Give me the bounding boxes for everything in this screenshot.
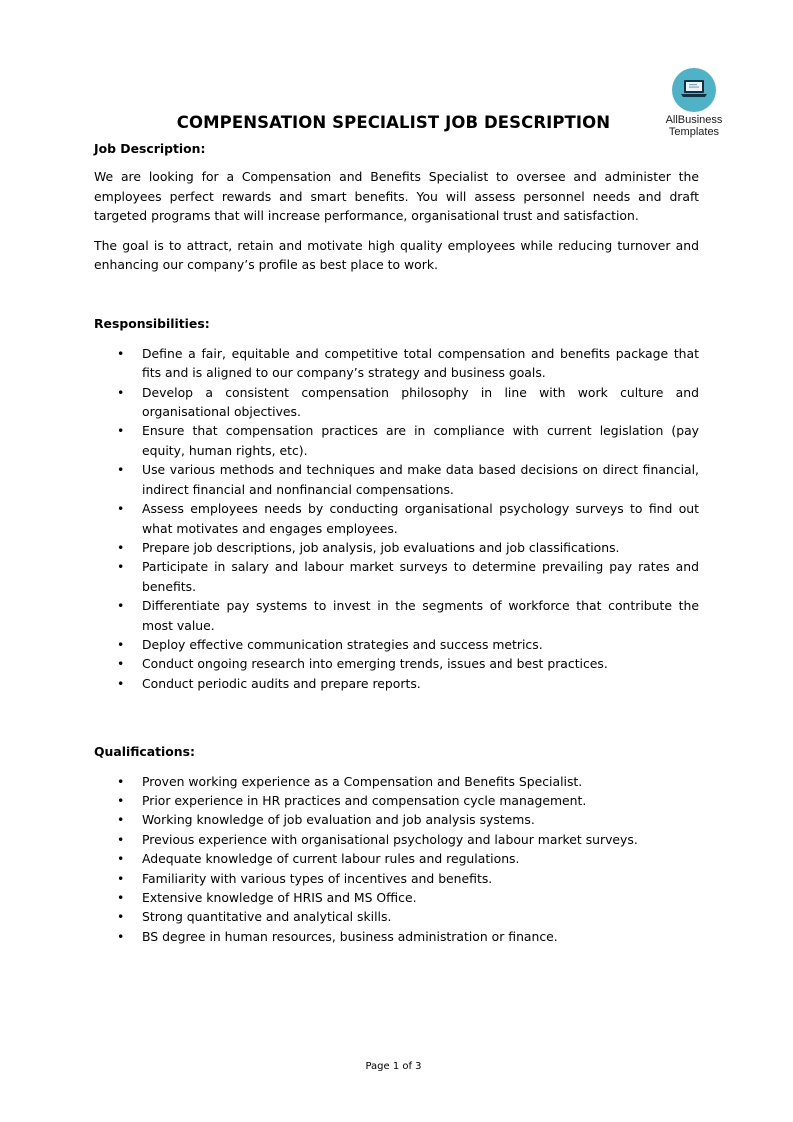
bullet-icon: • bbox=[117, 890, 125, 905]
bullet-icon: • bbox=[117, 928, 125, 944]
list-item bbox=[94, 674, 699, 693]
list-item bbox=[94, 869, 699, 888]
responsibility-text: Conduct ongoing research into emerging trends, issues and best practices. bbox=[142, 656, 608, 672]
qualification-text: Proven working experience as a Compensation and Benefits Specialist. bbox=[142, 773, 583, 789]
qualification-text: Previous experience with organisational psychology and labour market surveys. bbox=[142, 831, 638, 847]
logo-text-line1: AllBusiness bbox=[665, 114, 723, 126]
bullet-icon: • bbox=[117, 656, 125, 672]
list-item bbox=[94, 791, 699, 810]
bullet-icon: • bbox=[117, 792, 125, 808]
list-item bbox=[94, 421, 699, 460]
responsibility-text: Use various methods and techniques and make data based decisions on direct financial, indirect financial and nonfinancial compensations. bbox=[142, 462, 699, 497]
list-item bbox=[94, 460, 699, 499]
bullet-icon: • bbox=[117, 675, 125, 691]
bullet-icon: • bbox=[117, 831, 125, 847]
responsibilities-list bbox=[94, 344, 699, 693]
responsibility-text: Define a fair, equitable and competitive total compensation and benefits package that fits and is aligned to our company’s strategy and business goals. bbox=[142, 345, 699, 381]
qualifications-heading: Qualifications: bbox=[94, 744, 195, 760]
bullet-icon: • bbox=[117, 636, 125, 652]
responsibility-text: Participate in salary and labour market surveys to determine prevailing pay rates and benefits. bbox=[142, 559, 699, 594]
page-number: Page 1 of 3 bbox=[365, 1061, 422, 1072]
list-item bbox=[94, 635, 699, 654]
bullet-icon: • bbox=[117, 345, 125, 361]
bullet-icon: • bbox=[117, 598, 125, 614]
responsibility-text: Conduct periodic audits and prepare reports. bbox=[142, 675, 421, 691]
bullet-icon: • bbox=[117, 812, 125, 828]
responsibility-text: Assess employees needs by conducting organisational psychology surveys to find out what motivates and engages employees. bbox=[142, 501, 699, 536]
logo-circle bbox=[672, 68, 716, 112]
responsibility-text: Prepare job descriptions, job analysis, job evaluations and job classifications. bbox=[142, 539, 620, 555]
logo-text-line2: Templates bbox=[668, 126, 720, 138]
document-title: COMPENSATION SPECIALIST JOB DESCRIPTION bbox=[176, 113, 611, 132]
job-description-paragraph: The goal is to attract, retain and motivate high quality employees while reducing turnover and enhancing our company’s profile as best place to work. bbox=[94, 237, 699, 273]
job-description-heading: Job Description: bbox=[94, 141, 206, 156]
laptop-icon bbox=[680, 78, 708, 100]
list-item bbox=[94, 888, 699, 907]
list-item bbox=[94, 849, 699, 868]
list-item bbox=[94, 907, 699, 926]
qualification-text: Extensive knowledge of HRIS and MS Office. bbox=[142, 890, 417, 905]
list-item bbox=[94, 596, 699, 635]
qualification-text: Adequate knowledge of current labour rules and regulations. bbox=[142, 851, 520, 867]
list-item bbox=[94, 654, 699, 673]
job-description-paragraph: We are looking for a Compensation and Benefits Specialist to oversee and administer the employees perfect rewards and smart benefits. You will assess personnel needs and draft targeted programs that will increase performance, organisational trust and satisfaction. bbox=[94, 169, 699, 224]
bullet-icon: • bbox=[117, 559, 125, 575]
qualification-text: Strong quantitative and analytical skills. bbox=[142, 909, 392, 925]
bullet-icon: • bbox=[117, 773, 125, 789]
qualification-text: BS degree in human resources, business administration or finance. bbox=[142, 928, 558, 944]
bullet-icon: • bbox=[117, 851, 125, 867]
qualification-text: Prior experience in HR practices and compensation cycle management. bbox=[142, 792, 587, 808]
list-item bbox=[94, 538, 699, 557]
list-item bbox=[94, 383, 699, 422]
list-item bbox=[94, 927, 699, 946]
responsibility-text: Develop a consistent compensation philosophy in line with work culture and organisational objectives. bbox=[142, 384, 699, 420]
bullet-icon: • bbox=[117, 462, 125, 478]
bullet-icon: • bbox=[117, 909, 125, 925]
list-item bbox=[94, 830, 699, 849]
list-item bbox=[94, 557, 699, 596]
responsibilities-heading: Responsibilities: bbox=[94, 316, 210, 332]
document-body bbox=[94, 139, 699, 946]
list-item bbox=[94, 499, 699, 538]
list-item bbox=[94, 772, 699, 791]
bullet-icon: • bbox=[117, 423, 125, 439]
bullet-icon: • bbox=[117, 870, 125, 886]
list-item bbox=[94, 344, 699, 383]
qualification-text: Familiarity with various types of incentives and benefits. bbox=[142, 870, 493, 886]
qualifications-list bbox=[94, 772, 699, 947]
responsibility-text: Ensure that compensation practices are in compliance with current legislation (pay equity, human rights, etc). bbox=[142, 423, 699, 458]
bullet-icon: • bbox=[117, 384, 125, 400]
bullet-icon: • bbox=[117, 539, 125, 555]
qualification-text: Working knowledge of job evaluation and job analysis systems. bbox=[142, 812, 535, 828]
responsibility-text: Differentiate pay systems to invest in the segments of workforce that contribute the most value. bbox=[142, 598, 699, 633]
list-item bbox=[94, 810, 699, 829]
bullet-icon: • bbox=[117, 501, 125, 517]
responsibility-text: Deploy effective communication strategies and success metrics. bbox=[142, 636, 543, 652]
